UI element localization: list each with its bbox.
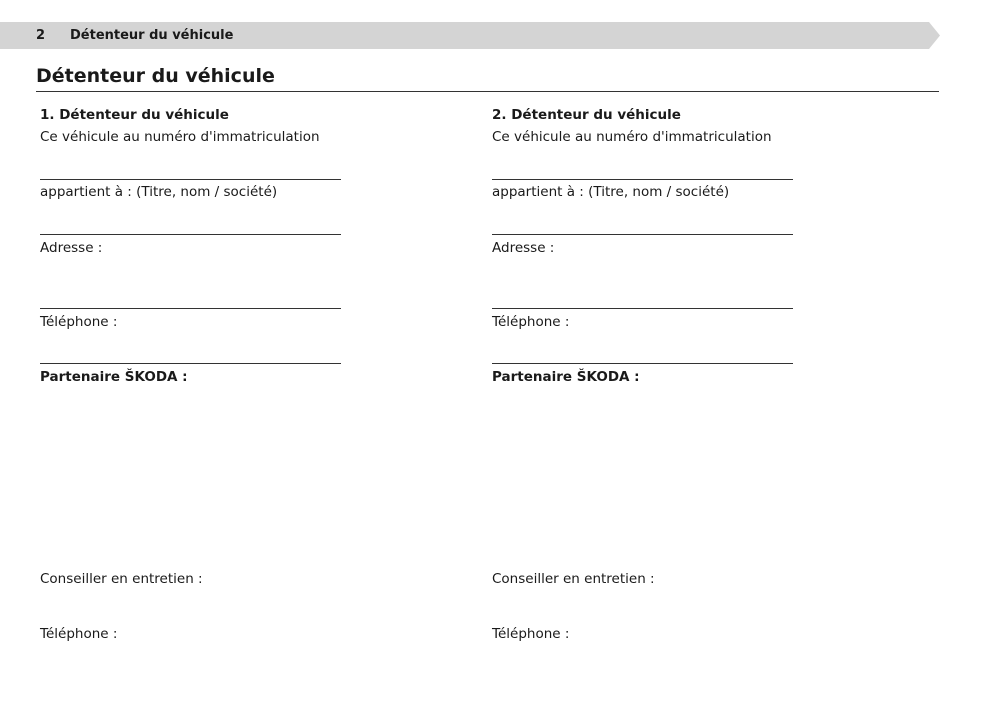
- advisor-label: Conseiller en entretien :: [40, 571, 203, 587]
- owner-fill-line[interactable]: [40, 234, 341, 235]
- registration-fill-line[interactable]: [492, 179, 793, 180]
- address-fill-line[interactable]: [40, 308, 341, 309]
- page-title: Détenteur du véhicule: [36, 65, 275, 87]
- address-label: Adresse :: [40, 240, 103, 256]
- owner-fill-line[interactable]: [492, 234, 793, 235]
- partner-label: Partenaire ŠKODA :: [492, 369, 640, 385]
- phone-fill-line[interactable]: [40, 363, 341, 364]
- phone-label: Téléphone :: [40, 314, 118, 330]
- partner-label: Partenaire ŠKODA :: [40, 369, 188, 385]
- address-fill-line[interactable]: [492, 308, 793, 309]
- registration-label: Ce véhicule au numéro d'immatriculation: [492, 129, 772, 145]
- section-heading: 2. Détenteur du véhicule: [492, 107, 681, 123]
- phone-label: Téléphone :: [492, 314, 570, 330]
- advisor-label: Conseiller en entretien :: [492, 571, 655, 587]
- title-divider: [36, 91, 939, 92]
- advisor-phone-label: Téléphone :: [40, 626, 118, 642]
- address-label: Adresse :: [492, 240, 555, 256]
- chapter-number: 2: [36, 28, 46, 43]
- registration-label: Ce véhicule au numéro d'immatriculation: [40, 129, 320, 145]
- chapter-title: Détenteur du véhicule: [70, 28, 234, 43]
- phone-fill-line[interactable]: [492, 363, 793, 364]
- owner-label: appartient à : (Titre, nom / société): [492, 184, 730, 200]
- owner-label: appartient à : (Titre, nom / société): [40, 184, 278, 200]
- advisor-phone-label: Téléphone :: [492, 626, 570, 642]
- section-heading: 1. Détenteur du véhicule: [40, 107, 229, 123]
- registration-fill-line[interactable]: [40, 179, 341, 180]
